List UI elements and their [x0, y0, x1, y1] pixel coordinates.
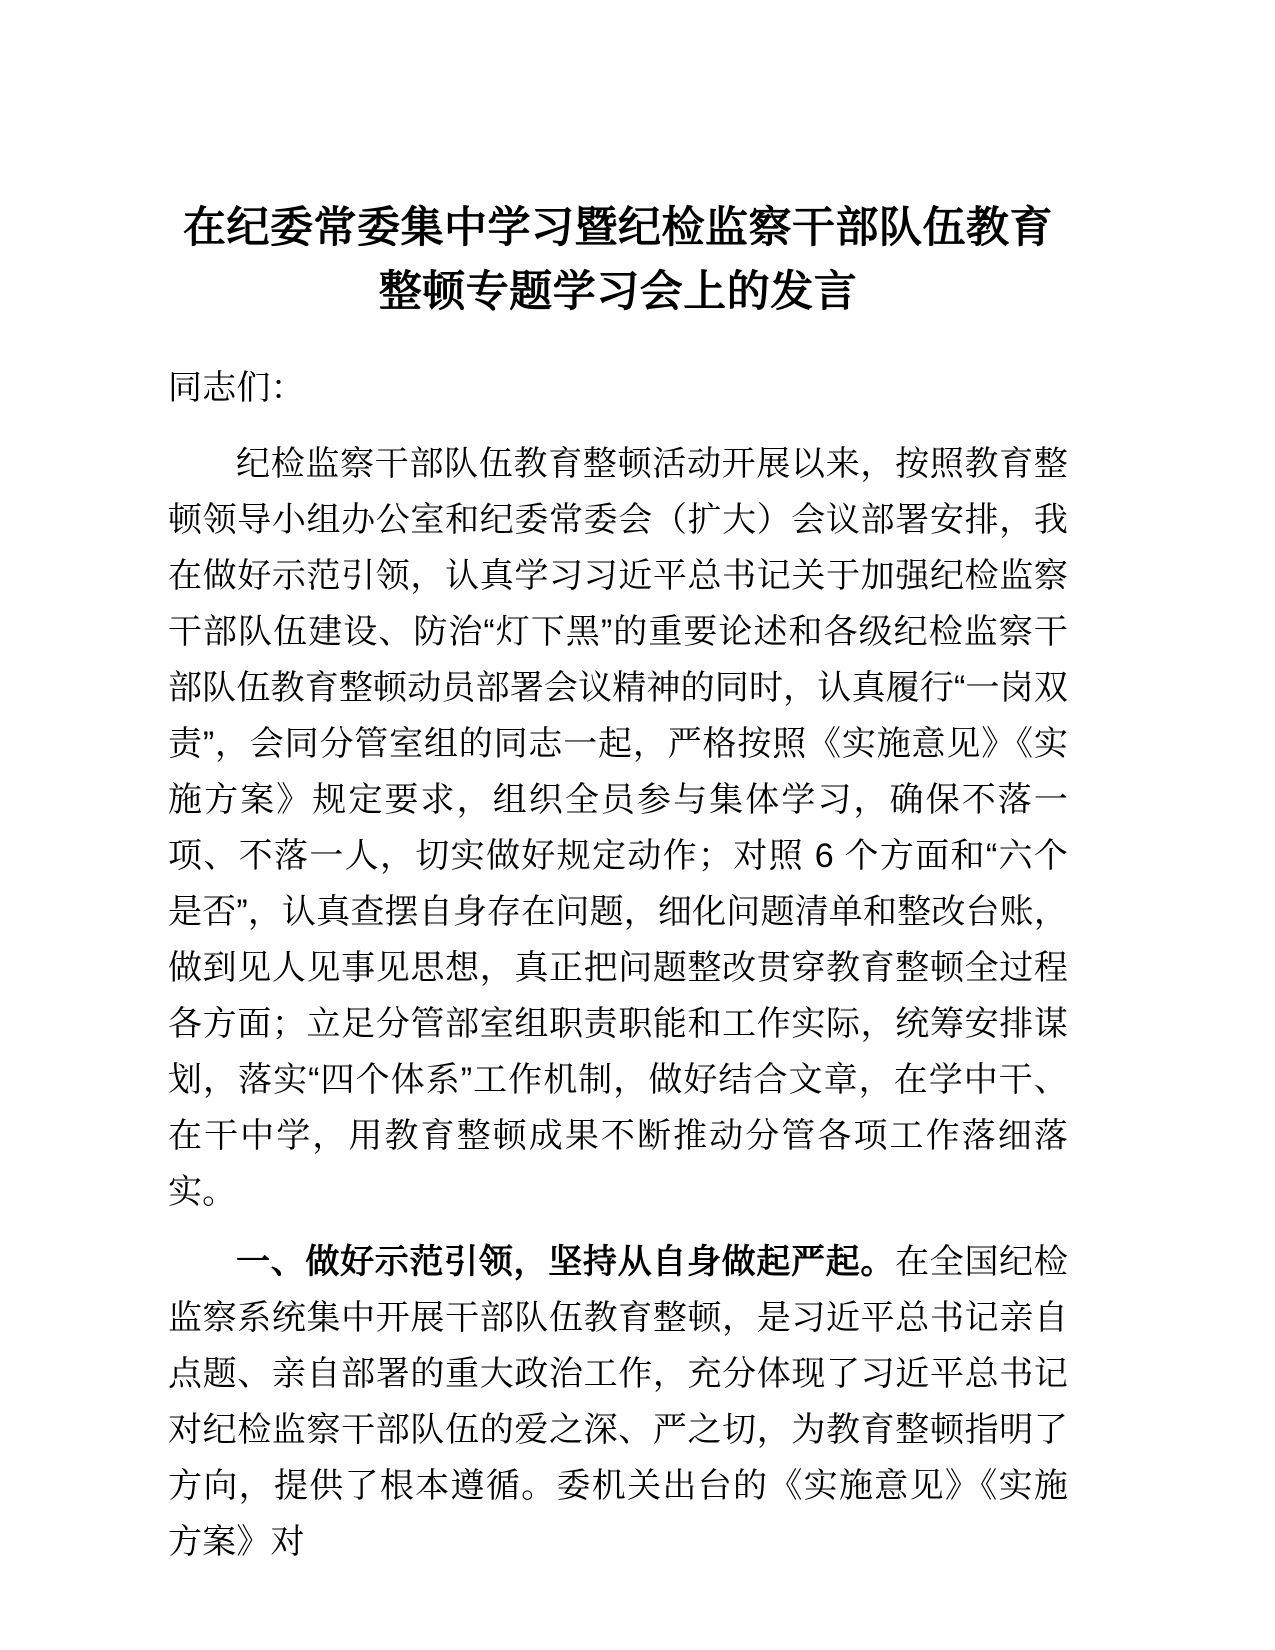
salutation: 同志们：: [168, 369, 305, 407]
paragraph-section-one: [168, 1220, 1068, 1570]
section-one-heading: 一、做好示范引领，坚持从自身做起严起。: [236, 1243, 896, 1281]
document-content-column: [168, 0, 1068, 1570]
section-one-body: 在全国纪检监察系统集中开展干部队伍教育整顿，是习近平总书记亲自点题、亲自部署的重大政治工作，充分体现了习近平总书记对纪检监察干部队伍的爱之深、严之切，为教育整顿指明了方向，提供了根本遵循。委机关出台的《实施意见》《实施方案》对: [168, 1243, 1068, 1561]
paragraph-intro: 纪检监察干部队伍教育整顿活动开展以来，按照教育整顿领导小组办公室和纪委常委会（扩大）会议部署安排，我在做好示范引领，认真学习习近平总书记关于加强纪检监察干部队伍建设、防治“灯下黑”的重要论述和各级纪检监察干部队伍教育整顿动员部署会议精神的同时，认真履行“一岗双责”，会同分管室组的同志一起，严格按照《实施意见》《实施方案》规定要求，组织全员参与集体学习，确保不落一项、不落一人，切实做好规定动作；对照 6 个方面和“六个是否”，认真查摆自身存在问题，细化问题清单和整改台账，做到见人见事见思想，真正把问题整改贯穿教育整顿全过程各方面；立足分管部室组职责职能和工作实际，统筹安排谋划，落实“四个体系”工作机制，做好结合文章，在学中干、在干中学，用教育整顿成果不断推动分管各项工作落细落实。: [168, 445, 1068, 1211]
page-title: 在纪委常委集中学习暨纪检监察干部队伍教育整顿专题学习会上的发言: [183, 204, 1053, 316]
